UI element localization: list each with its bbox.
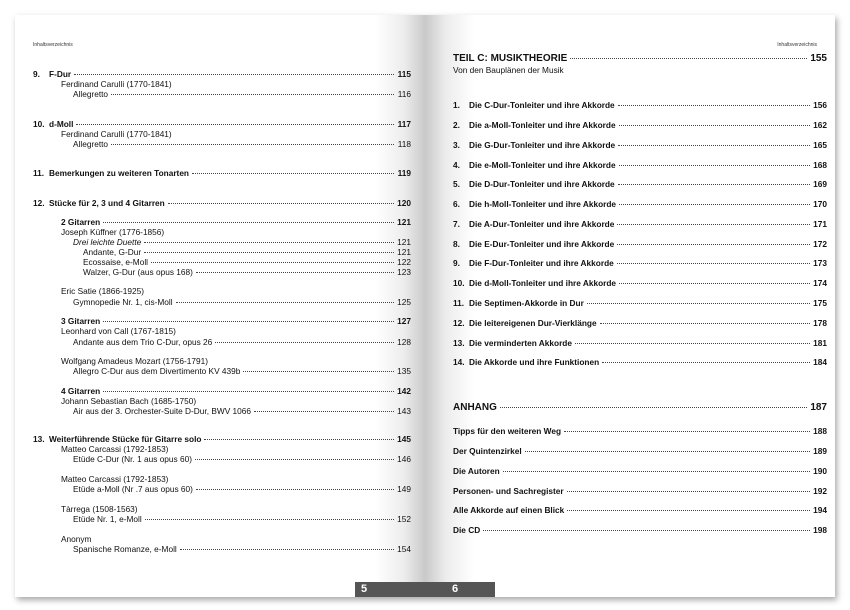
dot-leader bbox=[525, 451, 810, 452]
dot-leader bbox=[619, 204, 810, 205]
dot-leader bbox=[180, 549, 394, 550]
entry-title: Tipps für den weiteren Weg bbox=[453, 426, 562, 436]
entry-number: 6. bbox=[453, 199, 460, 209]
toc-entry bbox=[33, 129, 411, 139]
dot-leader bbox=[500, 407, 807, 408]
entry-page: 146 bbox=[397, 454, 411, 464]
running-head: Inhaltsverzeichnis bbox=[33, 42, 73, 48]
dot-leader bbox=[600, 323, 810, 324]
entry-page: 119 bbox=[397, 168, 411, 178]
entry-page: 189 bbox=[813, 446, 827, 456]
dot-leader bbox=[196, 489, 394, 490]
entry-number: 11. bbox=[453, 298, 465, 308]
entry-title: Tàrrega (1508-1563) bbox=[61, 504, 138, 514]
toc-entry bbox=[33, 286, 411, 296]
entry-page: 198 bbox=[813, 525, 827, 535]
entry-number: 13. bbox=[33, 434, 45, 444]
entry-title: Matteo Carcassi (1792-1853) bbox=[61, 474, 169, 484]
entry-title: Alle Akkorde auf einen Blick bbox=[453, 505, 565, 515]
toc-entry bbox=[33, 544, 411, 554]
dot-leader bbox=[176, 302, 394, 303]
toc-entry bbox=[453, 258, 827, 268]
toc-entry bbox=[33, 474, 411, 484]
entry-page: 168 bbox=[813, 160, 827, 170]
toc-entry bbox=[33, 434, 411, 444]
entry-title: Allegretto bbox=[73, 139, 109, 149]
entry-title: Die C-Dur-Tonleiter und ihre Akkorde bbox=[469, 100, 615, 110]
entry-page: 115 bbox=[397, 69, 411, 79]
entry-page: 184 bbox=[813, 357, 827, 367]
entry-title: Die Septimen-Akkorde in Dur bbox=[469, 298, 584, 308]
toc-entry bbox=[453, 160, 827, 170]
appendix-page: 187 bbox=[810, 402, 827, 413]
entry-page: 142 bbox=[397, 386, 411, 396]
entry-title: Walzer, G-Dur (aus opus 168) bbox=[83, 267, 193, 277]
entry-number: 1. bbox=[453, 100, 460, 110]
entry-page: 125 bbox=[397, 297, 411, 307]
toc-entry bbox=[33, 337, 411, 347]
dot-leader bbox=[619, 165, 810, 166]
dot-leader bbox=[617, 224, 810, 225]
toc-entry bbox=[33, 119, 411, 129]
entry-title: Die h-Moll-Tonleiter und ihre Akkorde bbox=[469, 199, 617, 209]
dot-leader bbox=[196, 272, 394, 273]
entry-title: Etüde a-Moll (Nr .7 aus opus 60) bbox=[73, 484, 193, 494]
toc-entry bbox=[33, 257, 411, 267]
toc-entry bbox=[33, 198, 411, 208]
entry-title: Die d-Moll-Tonleiter und ihre Akkorde bbox=[469, 278, 617, 288]
dot-leader bbox=[570, 58, 807, 59]
entry-page: 169 bbox=[813, 179, 827, 189]
toc-entry bbox=[453, 199, 827, 209]
dot-leader bbox=[567, 510, 810, 511]
running-head: Inhaltsverzeichnis bbox=[777, 42, 817, 48]
entry-title: Gymnopedie Nr. 1, cis-Moll bbox=[73, 297, 173, 307]
toc-entry bbox=[33, 484, 411, 494]
dot-leader bbox=[144, 252, 394, 253]
entry-page: 192 bbox=[813, 486, 827, 496]
appendix-title: ANHANG bbox=[453, 402, 497, 413]
entry-title: d-Moll bbox=[49, 119, 74, 129]
entry-page: 172 bbox=[813, 239, 827, 249]
entry-title: Die leitereigenen Dur-Vierklänge bbox=[469, 318, 597, 328]
entry-title: Joseph Küffner (1776-1856) bbox=[61, 227, 165, 237]
entry-title: Personen- und Sachregister bbox=[453, 486, 564, 496]
toc-entry bbox=[33, 396, 411, 406]
dot-leader bbox=[192, 173, 394, 174]
part-heading bbox=[453, 53, 827, 65]
page-number: 5 bbox=[361, 583, 368, 595]
entry-page: 162 bbox=[813, 120, 827, 130]
dot-leader bbox=[204, 439, 394, 440]
entry-page: 122 bbox=[397, 257, 411, 267]
dot-leader bbox=[587, 303, 810, 304]
dot-leader bbox=[145, 519, 394, 520]
dot-leader bbox=[483, 530, 810, 531]
entry-title: Anonym bbox=[61, 534, 92, 544]
toc-entry bbox=[33, 326, 411, 336]
toc-entry bbox=[33, 386, 411, 396]
dot-leader bbox=[103, 391, 394, 392]
toc-entry bbox=[33, 444, 411, 454]
entry-page: 190 bbox=[813, 466, 827, 476]
toc-entry bbox=[33, 366, 411, 376]
toc-entry bbox=[33, 227, 411, 237]
right-page bbox=[425, 15, 835, 597]
entry-page: 143 bbox=[397, 406, 411, 416]
entry-page: 173 bbox=[813, 258, 827, 268]
entry-page: 178 bbox=[813, 318, 827, 328]
toc-entry bbox=[453, 179, 827, 189]
entry-page: 149 bbox=[397, 484, 411, 494]
toc-entry bbox=[453, 219, 827, 229]
toc-entry bbox=[33, 267, 411, 277]
entry-title: Ecossaise, e-Moll bbox=[83, 257, 149, 267]
entry-number: 10. bbox=[453, 278, 465, 288]
entry-page: 116 bbox=[397, 89, 411, 99]
entry-page: 145 bbox=[397, 434, 411, 444]
part-subtitle: Von den Bauplänen der Musik bbox=[453, 65, 564, 75]
part-title: TEIL C: MUSIKTHEORIE bbox=[453, 53, 568, 64]
dot-leader bbox=[602, 362, 810, 363]
toc-entry bbox=[33, 247, 411, 257]
entry-page: 121 bbox=[397, 247, 411, 257]
entry-number: 10. bbox=[33, 119, 45, 129]
entry-number: 13. bbox=[453, 338, 465, 348]
entry-title: Die e-Moll-Tonleiter und ihre Akkorde bbox=[469, 160, 616, 170]
entry-page: 188 bbox=[813, 426, 827, 436]
entry-page: 121 bbox=[397, 217, 411, 227]
dot-leader bbox=[619, 283, 810, 284]
entry-title: Die a-Moll-Tonleiter und ihre Akkorde bbox=[469, 120, 616, 130]
entry-title: Air aus der 3. Orchester-Suite D-Dur, BWV 1066 bbox=[73, 406, 251, 416]
entry-number: 4. bbox=[453, 160, 460, 170]
entry-page: 118 bbox=[397, 139, 411, 149]
toc-entry bbox=[33, 504, 411, 514]
entry-title: Wolfgang Amadeus Mozart (1756-1791) bbox=[61, 356, 208, 366]
entry-title: Eric Satie (1866-1925) bbox=[61, 286, 145, 296]
toc-entry bbox=[33, 316, 411, 326]
toc-entry bbox=[33, 237, 411, 247]
entry-number: 3. bbox=[453, 140, 460, 150]
entry-page: 117 bbox=[397, 119, 411, 129]
entry-title: F-Dur bbox=[49, 69, 72, 79]
part-page: 155 bbox=[810, 53, 827, 64]
dot-leader bbox=[617, 263, 810, 264]
dot-leader bbox=[151, 262, 394, 263]
entry-number: 7. bbox=[453, 219, 460, 229]
toc-entry bbox=[33, 79, 411, 89]
dot-leader bbox=[503, 471, 810, 472]
entry-title: Die Akkorde und ihre Funktionen bbox=[469, 357, 600, 367]
toc-entry bbox=[33, 297, 411, 307]
dot-leader bbox=[103, 321, 394, 322]
entry-page: 171 bbox=[813, 219, 827, 229]
entry-title: Drei leichte Duette bbox=[73, 237, 142, 247]
toc-entry bbox=[33, 406, 411, 416]
entry-title: Die D-Dur-Tonleiter und ihre Akkorde bbox=[469, 179, 615, 189]
toc-entry bbox=[453, 100, 827, 110]
page-number-tab bbox=[355, 582, 425, 597]
entry-page: 135 bbox=[397, 366, 411, 376]
entry-title: 4 Gitarren bbox=[61, 386, 101, 396]
toc-entry bbox=[453, 140, 827, 150]
entry-number: 9. bbox=[453, 258, 460, 268]
entry-page: 127 bbox=[397, 316, 411, 326]
toc-entry bbox=[453, 466, 827, 476]
entry-page: 181 bbox=[813, 338, 827, 348]
entry-page: 170 bbox=[813, 199, 827, 209]
toc-entry bbox=[453, 525, 827, 535]
dot-leader bbox=[564, 431, 810, 432]
entry-number: 12. bbox=[33, 198, 45, 208]
entry-title: Die E-Dur-Tonleiter und ihre Akkorde bbox=[469, 239, 615, 249]
entry-number: 14. bbox=[453, 357, 465, 367]
dot-leader bbox=[111, 94, 394, 95]
book-spread bbox=[15, 15, 835, 597]
page-number: 6 bbox=[452, 583, 459, 595]
toc-entry bbox=[33, 139, 411, 149]
toc-entry bbox=[453, 278, 827, 288]
entry-page: 174 bbox=[813, 278, 827, 288]
entry-title: Die CD bbox=[453, 525, 481, 535]
entry-title: Ferdinand Carulli (1770-1841) bbox=[61, 79, 172, 89]
entry-number: 12. bbox=[453, 318, 465, 328]
page-number-tab bbox=[425, 582, 495, 597]
entry-title: Die A-Dur-Tonleiter und ihre Akkorde bbox=[469, 219, 615, 229]
entry-title: Die verminderten Akkorde bbox=[469, 338, 572, 348]
dot-leader bbox=[618, 184, 810, 185]
dot-leader bbox=[76, 124, 394, 125]
dot-leader bbox=[243, 371, 394, 372]
toc-entry bbox=[33, 454, 411, 464]
entry-page: 156 bbox=[813, 100, 827, 110]
toc-entry bbox=[33, 69, 411, 79]
entry-title: Matteo Carcassi (1792-1853) bbox=[61, 444, 169, 454]
entry-title: Etüde Nr. 1, e-Moll bbox=[73, 514, 142, 524]
toc-entry bbox=[453, 357, 827, 367]
dot-leader bbox=[74, 74, 394, 75]
entry-title: 2 Gitarren bbox=[61, 217, 101, 227]
entry-title: Leonhard von Call (1767-1815) bbox=[61, 326, 176, 336]
entry-title: Stücke für 2, 3 und 4 Gitarren bbox=[49, 198, 165, 208]
toc-entry bbox=[453, 338, 827, 348]
dot-leader bbox=[215, 342, 394, 343]
dot-leader bbox=[111, 144, 394, 145]
entry-title: Bemerkungen zu weiteren Tonarten bbox=[49, 168, 189, 178]
toc-entry bbox=[33, 89, 411, 99]
toc-entry bbox=[33, 217, 411, 227]
toc-entry bbox=[453, 426, 827, 436]
toc-entry bbox=[453, 446, 827, 456]
dot-leader bbox=[168, 203, 394, 204]
entry-title: Andante aus dem Trio C-Dur, opus 26 bbox=[73, 337, 213, 347]
dot-leader bbox=[618, 145, 810, 146]
dot-leader bbox=[617, 244, 810, 245]
entry-page: 165 bbox=[813, 140, 827, 150]
entry-title: Spanische Romanze, e-Moll bbox=[73, 544, 177, 554]
entry-title: Die Autoren bbox=[453, 466, 500, 476]
entry-page: 175 bbox=[813, 298, 827, 308]
entry-page: 121 bbox=[397, 237, 411, 247]
toc-entry bbox=[453, 505, 827, 515]
entry-page: 152 bbox=[397, 514, 411, 524]
dot-leader bbox=[575, 343, 810, 344]
dot-leader bbox=[254, 411, 394, 412]
toc-entry bbox=[453, 120, 827, 130]
entry-number: 8. bbox=[453, 239, 460, 249]
entry-title: Andante, G-Dur bbox=[83, 247, 142, 257]
dot-leader bbox=[103, 222, 394, 223]
dot-leader bbox=[144, 242, 394, 243]
entry-title: Johann Sebastian Bach (1685-1750) bbox=[61, 396, 197, 406]
entry-page: 120 bbox=[397, 198, 411, 208]
entry-title: Ferdinand Carulli (1770-1841) bbox=[61, 129, 172, 139]
entry-title: Die G-Dur-Tonleiter und ihre Akkorde bbox=[469, 140, 616, 150]
toc-entry bbox=[453, 298, 827, 308]
dot-leader bbox=[567, 491, 810, 492]
entry-title: Allegro C-Dur aus dem Divertimento KV 439b bbox=[73, 366, 241, 376]
entry-title: Die F-Dur-Tonleiter und ihre Akkorde bbox=[469, 258, 614, 268]
toc-entry bbox=[453, 486, 827, 496]
entry-page: 194 bbox=[813, 505, 827, 515]
left-page bbox=[15, 15, 425, 597]
entry-title: Allegretto bbox=[73, 89, 109, 99]
toc-entry bbox=[33, 356, 411, 366]
dot-leader bbox=[619, 125, 810, 126]
toc-entry bbox=[33, 534, 411, 544]
dot-leader bbox=[618, 105, 810, 106]
toc-entry bbox=[33, 514, 411, 524]
toc-entry bbox=[33, 168, 411, 178]
entry-title: 3 Gitarren bbox=[61, 316, 101, 326]
entry-title: Der Quintenzirkel bbox=[453, 446, 522, 456]
appendix-heading bbox=[453, 402, 827, 414]
toc-entry bbox=[453, 239, 827, 249]
entry-page: 128 bbox=[397, 337, 411, 347]
entry-title: Weiterführende Stücke für Gitarre solo bbox=[49, 434, 202, 444]
entry-number: 9. bbox=[33, 69, 40, 79]
entry-title: Etüde C-Dur (Nr. 1 aus opus 60) bbox=[73, 454, 192, 464]
entry-page: 154 bbox=[397, 544, 411, 554]
entry-number: 2. bbox=[453, 120, 460, 130]
dot-leader bbox=[195, 459, 394, 460]
entry-number: 11. bbox=[33, 168, 45, 178]
toc-entry bbox=[453, 318, 827, 328]
entry-page: 123 bbox=[397, 267, 411, 277]
entry-number: 5. bbox=[453, 179, 460, 189]
